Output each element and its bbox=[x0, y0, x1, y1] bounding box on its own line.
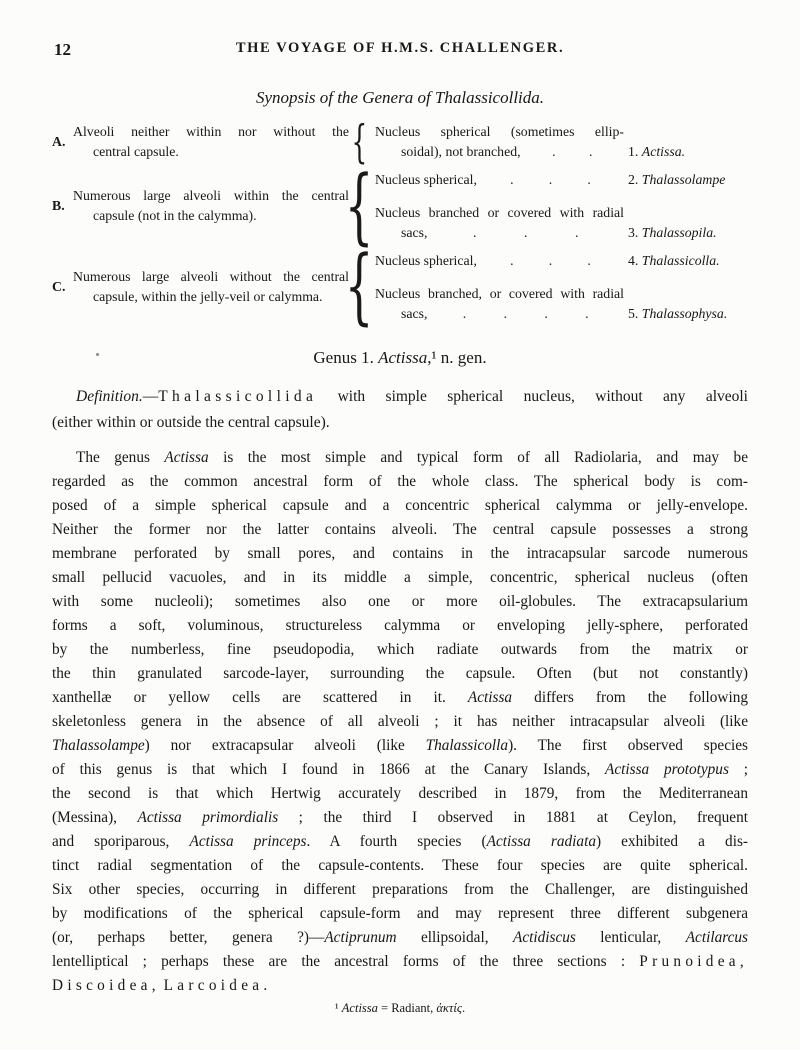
key-result bbox=[624, 223, 748, 243]
key-result bbox=[624, 304, 748, 324]
page-number: 12 bbox=[54, 40, 71, 59]
key-letter: A. bbox=[52, 134, 66, 150]
running-title: THE VOYAGE OF H.M.S. CHALLENGER. bbox=[235, 40, 565, 56]
paragraph-line: (Messina), Actissa primordialis ; the third I observed in 1881 at Ceylon, frequent bbox=[52, 809, 748, 827]
key-clause: Nucleus branched, or covered with radial sacs, . . . . 5. Thalassophysa. bbox=[375, 284, 748, 324]
paragraph-line: the thin granulated sarcode-layer, surrounding the capsule. Often (but not constantly) bbox=[52, 665, 748, 683]
key-description: Numerous large alveoli within the central capsule (not in the calymma). bbox=[73, 188, 349, 224]
synopsis-key bbox=[52, 115, 748, 335]
left-brace-icon: { bbox=[344, 239, 374, 335]
leader-dots: . . bbox=[552, 144, 593, 160]
genus-name: Thalassophysa. bbox=[641, 305, 728, 321]
paragraph-line: The genus Actissa is the most simple and typical form of all Radiolaria, and may be bbox=[76, 449, 748, 467]
paragraph-line: small pellucid vacuoles, and in its middle a simple, concentric, spherical nucleus (often bbox=[52, 569, 748, 587]
genus-name: Thalassolampe bbox=[641, 171, 726, 187]
key-entry bbox=[52, 239, 748, 335]
genus-name: Thalassopila. bbox=[641, 224, 717, 240]
paragraph-line: forms a soft, voluminous, structureless calymma or enveloping jelly-sphere, perforated bbox=[52, 617, 748, 635]
genus-heading: Genus 1. Actissa,¹ n. gen. bbox=[313, 348, 487, 368]
scan-speck bbox=[96, 353, 99, 356]
genus-number: 2. bbox=[628, 171, 642, 187]
leader-dots: . . . . bbox=[462, 305, 589, 321]
genus-number: 3. bbox=[628, 224, 642, 240]
key-clause: Nucleus branched or covered with radial sacs, . . . 3. Thalassopila. bbox=[375, 203, 748, 243]
key-entry bbox=[52, 158, 748, 254]
paragraph-line: regarded as the common ancestral form of the whole class. The spherical body is com- bbox=[52, 473, 748, 491]
leader-dots: . . . bbox=[510, 252, 591, 268]
footnote: ¹ Actissa = Radiant, ἀκτίς. bbox=[334, 1001, 466, 1016]
key-entry bbox=[52, 115, 748, 168]
paragraph-line: Discoidea, Larcoidea. bbox=[52, 977, 272, 995]
key-letter: B. bbox=[52, 198, 65, 214]
leader-dots: . . . bbox=[472, 224, 579, 240]
synopsis-title: Synopsis of the Genera of Thalassicollida. bbox=[255, 88, 545, 107]
paragraph-line: (or, perhaps better, genera ?)—Actiprunum ellipsoidal, Actidiscus lenticular, Actilarcus bbox=[52, 929, 748, 947]
paragraph-line: posed of a simple spherical capsule and a concentric spherical calymma or jelly-envelope. bbox=[52, 497, 748, 515]
left-brace-icon: { bbox=[344, 158, 374, 254]
key-description: Alveoli neither within nor without the central capsule. bbox=[73, 124, 349, 160]
key-result bbox=[624, 170, 748, 190]
page-header bbox=[52, 40, 748, 62]
paragraph-line: membrane perforated by small pores, and contains in the intracapsular sarcode numerous bbox=[52, 545, 748, 563]
key-letter: C. bbox=[52, 279, 66, 295]
genus-number: 1. bbox=[628, 144, 642, 160]
key-clause: Nucleus spherical, . . . 4. Thalassicolla. bbox=[375, 251, 748, 271]
key-result bbox=[624, 251, 748, 271]
genus-name: Actissa. bbox=[641, 144, 686, 160]
paragraph-line: Thalassolampe) nor extracapsular alveoli (like Thalassicolla). The first observed species bbox=[52, 737, 748, 755]
paragraph-line: by the numberless, fine pseudopodia, which radiate outwards from the matrix or bbox=[52, 641, 748, 659]
genus-number: 5. bbox=[628, 305, 642, 321]
paragraph-line: and sporiparous, Actissa princeps. A fourth species (Actissa radiata) exhibited a dis- bbox=[52, 833, 748, 851]
key-clause: Nucleus spherical, . . . 2. Thalassolampe bbox=[375, 170, 748, 190]
definition-line: (either within or outside the central capsule). bbox=[52, 414, 330, 432]
paragraph-line: with some nucleoli); sometimes also one or more oil-globules. The extracapsularium bbox=[52, 593, 748, 611]
paragraph-line: the second is that which Hertwig accurately described in 1879, from the Mediterranean bbox=[52, 785, 748, 803]
paragraph-line: of this genus is that which I found in 1866 at the Canary Islands, Actissa prototypus ; bbox=[52, 761, 748, 779]
leader-dots: . . . bbox=[510, 171, 591, 187]
paragraph-line: skeletonless genera in the absence of all alveoli ; it has neither intracapsular alveoli (like bbox=[52, 713, 748, 731]
definition-line: Definition.—Thalassicollida with simple spherical nucleus, without any alveoli bbox=[76, 388, 748, 406]
genus-name: Thalassicolla. bbox=[641, 252, 720, 268]
paragraph-line: by modifications of the spherical capsule-form and may represent three different subgenera bbox=[52, 905, 748, 923]
left-brace-icon: { bbox=[351, 115, 367, 168]
definition-paragraph bbox=[52, 384, 748, 436]
genus-number: 4. bbox=[628, 252, 642, 268]
key-description: Numerous large alveoli without the central capsule, within the jelly-veil or calymma. bbox=[73, 269, 349, 305]
main-paragraph bbox=[52, 446, 748, 998]
paragraph-line: xanthellæ or yellow cells are scattered in it. Actissa differs from the following bbox=[52, 689, 748, 707]
key-result bbox=[624, 142, 748, 162]
paragraph-line: tinct radial segmentation of the capsule-contents. These four species are quite spherical. bbox=[52, 857, 748, 875]
paragraph-line: lentelliptical ; perhaps these are the ancestral forms of the three sections : Prunoidea, bbox=[52, 953, 748, 971]
key-clause: Nucleus spherical (sometimes ellip- soidal), not branched, . . 1. Actissa. bbox=[375, 122, 748, 162]
paragraph-line: Neither the former nor the latter contains alveoli. The central capsule possesses a strong bbox=[52, 521, 748, 539]
paragraph-line: Six other species, occurring in different preparations from the Challenger, are distinguished bbox=[52, 881, 748, 899]
